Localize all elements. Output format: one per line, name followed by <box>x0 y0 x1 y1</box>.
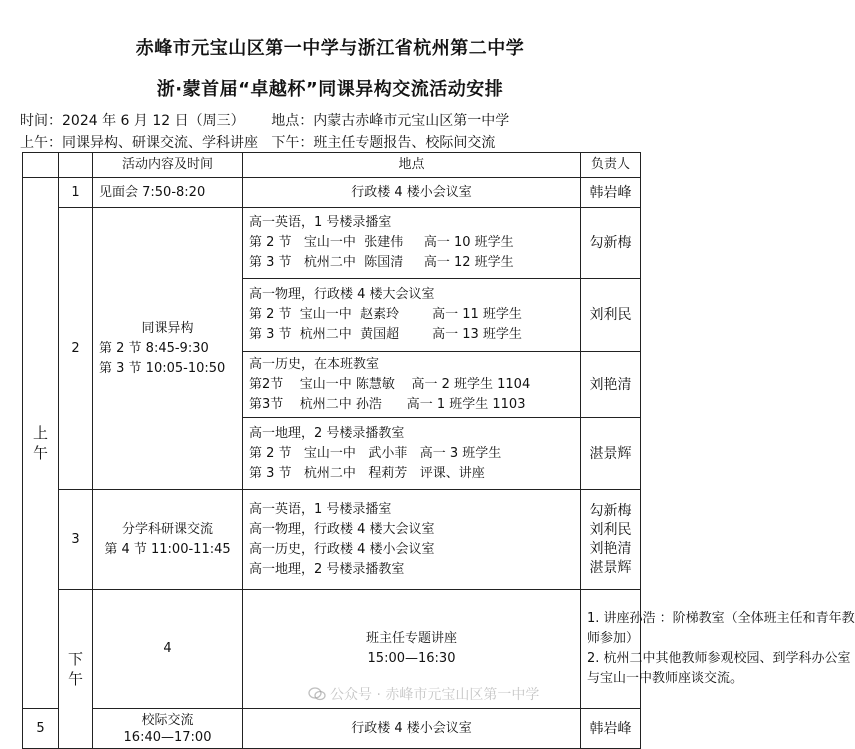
row-number: 4 <box>93 590 243 709</box>
row-number: 5 <box>23 709 59 749</box>
activity-cell: 班主任专题讲座 15:00—16:30 <box>243 590 581 709</box>
place-cell: 行政楼 4 楼小会议室 <box>243 709 581 749</box>
person-cell: 勾新梅 刘利民 刘艳清 湛景辉 <box>581 490 641 590</box>
row-number: 1 <box>59 178 93 208</box>
header-content: 活动内容及时间 <box>93 153 243 178</box>
table-row <box>23 208 641 279</box>
wechat-icon <box>308 687 326 701</box>
activity-cell: 同课异构 第 2 节 8:45-9:30 第 3 节 10:05-10:50 <box>93 208 243 490</box>
place-cell: 1. 讲座孙浩 ：阶梯教室（全体班主任和青年教 师参加） 2. 杭州二中其他教师参观校园、到学科办公室 与宝山一中教师座谈交流。 <box>581 590 641 709</box>
period-afternoon: 下午 <box>59 590 93 749</box>
table-row <box>23 490 641 590</box>
place-cell-physics: 高一物理，行政楼 4 楼大会议室 第 2 节 宝山一中 赵素玲 高一 11 班学生 第 3 节 杭州二中 黄国超 高一 13 班学生 <box>243 279 581 352</box>
table-header-row <box>23 153 641 178</box>
place-cell-geography: 高一地理，2 号楼录播教室 第 2 节 宝山一中 武小菲 高一 3 班学生 第 3 节 杭州二中 程莉芳 评课、讲座 <box>243 418 581 490</box>
person-cell: 勾新梅 <box>581 208 641 279</box>
header-blank-1 <box>23 153 59 178</box>
table-row <box>23 178 641 208</box>
person-cell: 韩岩峰 <box>581 709 641 749</box>
place-cell-english: 高一英语，1 号楼录播室 第 2 节 宝山一中 张建伟 高一 10 班学生 第 3 节 杭州二中 陈国清 高一 12 班学生 <box>243 208 581 279</box>
activity-cell: 校际交流 16:40—17:00 <box>93 709 243 749</box>
time-location-line: 时间：2024 年 6 月 12 日（周三） 地点：内蒙古赤峰市元宝山区第一中学 <box>20 113 510 129</box>
document-title: 赤峰市元宝山区第一中学与浙江省杭州第二中学 <box>135 38 525 59</box>
table-row <box>23 709 641 749</box>
person-cell: 刘艳清 <box>581 352 641 418</box>
header-place: 地点 <box>243 153 581 178</box>
row-number: 2 <box>59 208 93 490</box>
activity-cell: 分学科研课交流 第 4 节 11:00-11:45 <box>93 490 243 590</box>
place-cell: 行政楼 4 楼小会议室 <box>243 178 581 208</box>
row-number: 3 <box>59 490 93 590</box>
person-cell: 刘利民 <box>581 279 641 352</box>
document-subtitle: 浙·蒙首届“卓越杯”同课异构交流活动安排 <box>156 79 504 100</box>
place-cell-history: 高一历史，在本班教室 第2节 宝山一中 陈慧敏 高一 2 班学生 1104 第3节 杭州二中 孙浩 高一 1 班学生 1103 <box>243 352 581 418</box>
schedule-table <box>22 152 855 749</box>
activity-cell: 见面会 7:50-8:20 <box>93 178 243 208</box>
watermark <box>308 684 539 704</box>
person-cell: 湛景辉 <box>581 418 641 490</box>
watermark-text: 公众号 · 赤峰市元宝山区第一中学 <box>330 687 540 703</box>
person-cell: 韩岩峰 <box>581 178 641 208</box>
agenda-summary-line: 上午：同课异构、研课交流、学科讲座 下午：班主任专题报告、校际间交流 <box>20 135 496 151</box>
header-person: 负责人 <box>581 153 641 178</box>
place-cell: 高一英语，1 号楼录播室 高一物理，行政楼 4 楼大会议室 高一历史，行政楼 4 楼小会议室 高一地理，2 号楼录播教室 <box>243 490 581 590</box>
header-blank-2 <box>59 153 93 178</box>
period-morning: 上午 <box>23 178 59 709</box>
